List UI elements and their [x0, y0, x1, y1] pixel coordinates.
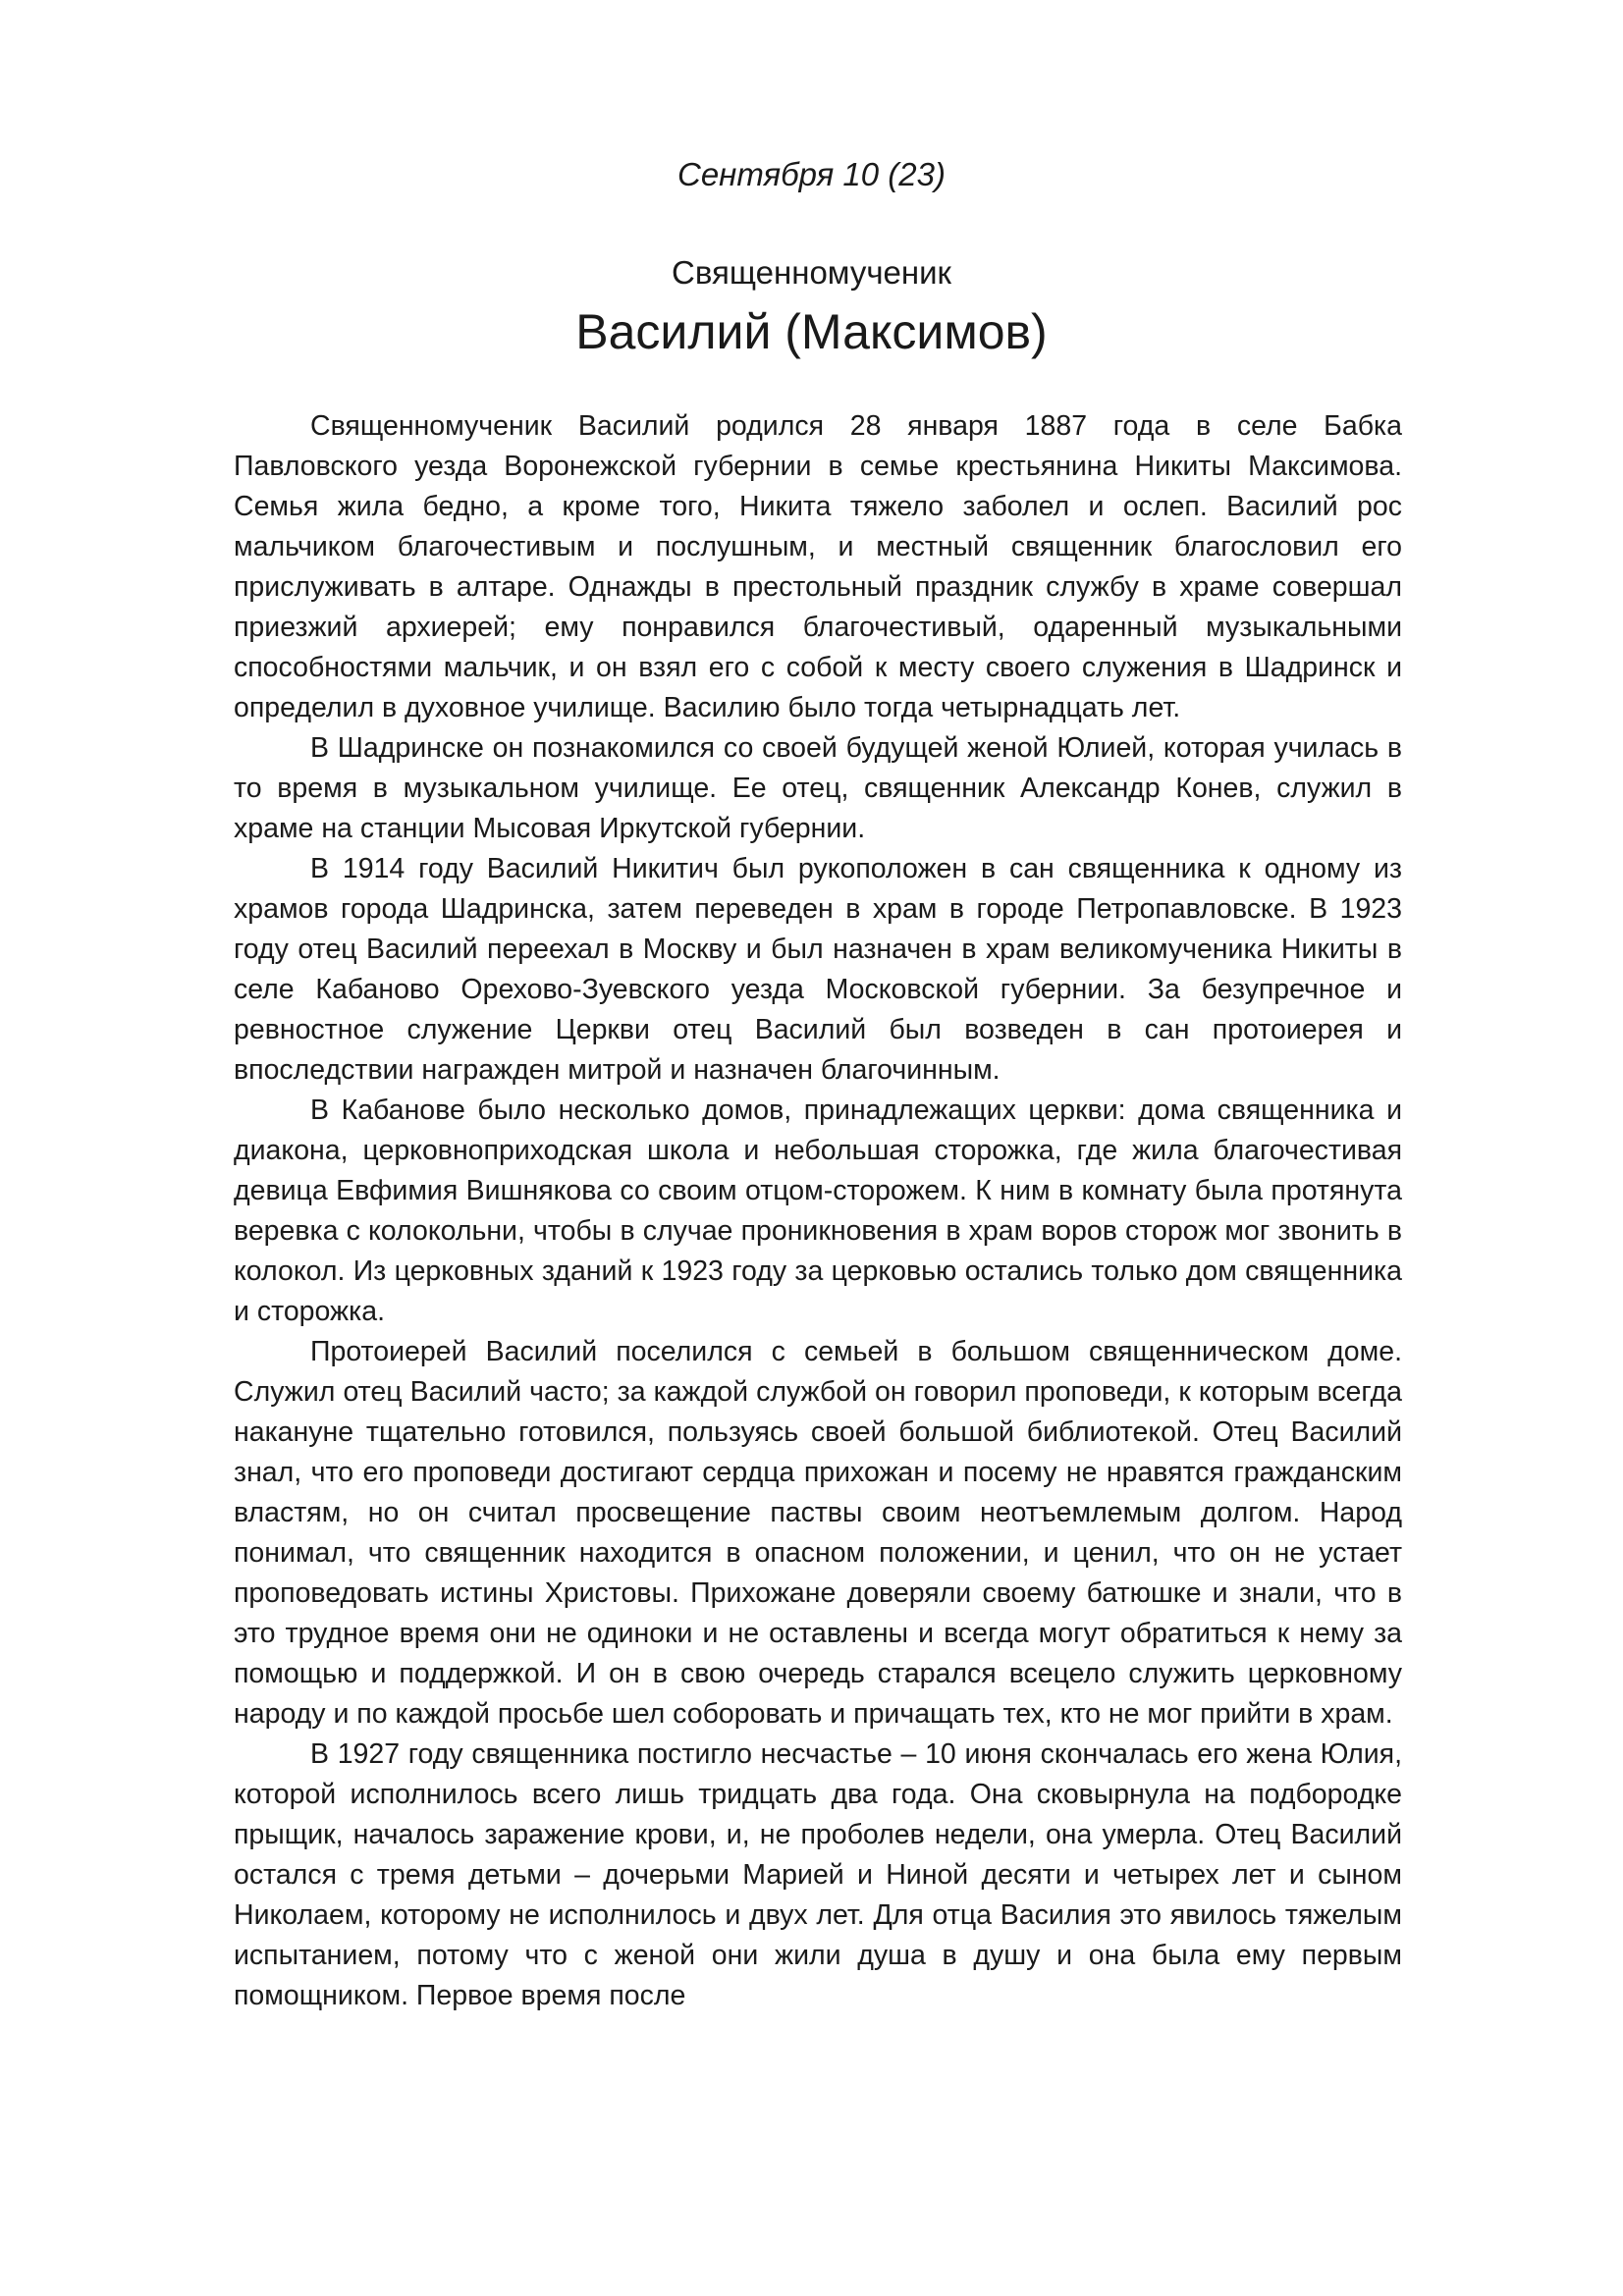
paragraph: В 1927 году священника постигло несчастье – 10 июня скончалась его жена Юлия, которой исполнилось всего лишь тридцать два года. Она сковырнула на подбородке прыщик, началось заражение крови, и, не проболев недели, она умерла. Отец Василий остался с тремя детьми – дочерьми Марией и Ниной десяти и четырех лет и сыном Николаем, которому не исполнилось и двух лет. Для отца Василия это явилось тяжелым испытанием, потому что с женой они жили душа в душу и она была ему первым помощником. Первое время после [234, 1738, 1402, 2011]
article-body [234, 406, 1402, 2016]
paragraph: Священномученик Василий родился 28 января 1887 года в селе Бабка Павловского уезда Воронежской губернии в семье крестьянина Никиты Максимова. Семья жила бедно, а кроме того, Никита тяжело заболел и ослеп. Василий рос мальчиком благочестивым и послушным, и местный священник благословил его прислуживать в алтаре. Однажды в престольный праздник службу в храме совершал приезжий архиерей; ему понравился благочестивый, одаренный музыкальными способностями мальчик, и он взял его с собой к месту своего служения в Шадринск и определил в духовное училище. Василию было тогда четырнадцать лет. [234, 410, 1402, 723]
feast-date: Сентября 10 (23) [677, 156, 946, 192]
saint-rank: Священномученик [672, 254, 951, 291]
paragraph: В 1914 году Василий Никитич был рукоположен в сан священника к одному из храмов города Шадринска, затем переведен в храм в городе Петропавловске. В 1923 году отец Василий переехал в Москву и был назначен в храм великомученика Никиты в селе Кабаново Орехово-Зуевского уезда Московской губернии. За безупречное и ревностное служение Церкви отец Василий был возведен в сан протоиерея и впоследствии награжден митрой и назначен благочинным. [234, 853, 1402, 1086]
paragraph: В Шадринске он познакомился со своей будущей женой Юлией, которая училась в то время в музыкальном училище. Ее отец, священник Александр Конев, служил в храме на станции Мысовая Иркутской губернии. [234, 732, 1402, 844]
paragraph: Протоиерей Василий поселился с семьей в большом священническом доме. Служил отец Василий часто; за каждой службой он говорил проповеди, к которым всегда накануне тщательно готовился, пользуясь своей большой библиотекой. Отец Василий знал, что его проповеди достигают сердца прихожан и посему не нравятся гражданским властям, но он считал просвещение паствы своим неотъемлемым долгом. Народ понимал, что священник находится в опасном положении, и ценил, что он не устает проповедовать истины Христовы. Прихожане доверяли своему батюшке и знали, что в это трудное время они не одиноки и не оставлены и всегда могут обратиться к нему за помощью и поддержкой. И он в свою очередь старался всецело служить церковному народу и по каждой просьбе шел соборовать и причащать тех, кто не мог прийти в храм. [234, 1336, 1402, 1730]
paragraph: В Кабанове было несколько домов, принадлежащих церкви: дома священника и диакона, церковноприходская школа и небольшая сторожка, где жила благочестивая девица Евфимия Вишнякова со своим отцом-сторожем. К ним в комнату была протянута веревка с колокольни, чтобы в случае проникновения в храм воров сторож мог звонить в колокол. Из церковных зданий к 1923 году за церковью остались только дом священника и сторожка. [234, 1095, 1402, 1327]
page-title: Василий (Максимов) [575, 304, 1048, 359]
